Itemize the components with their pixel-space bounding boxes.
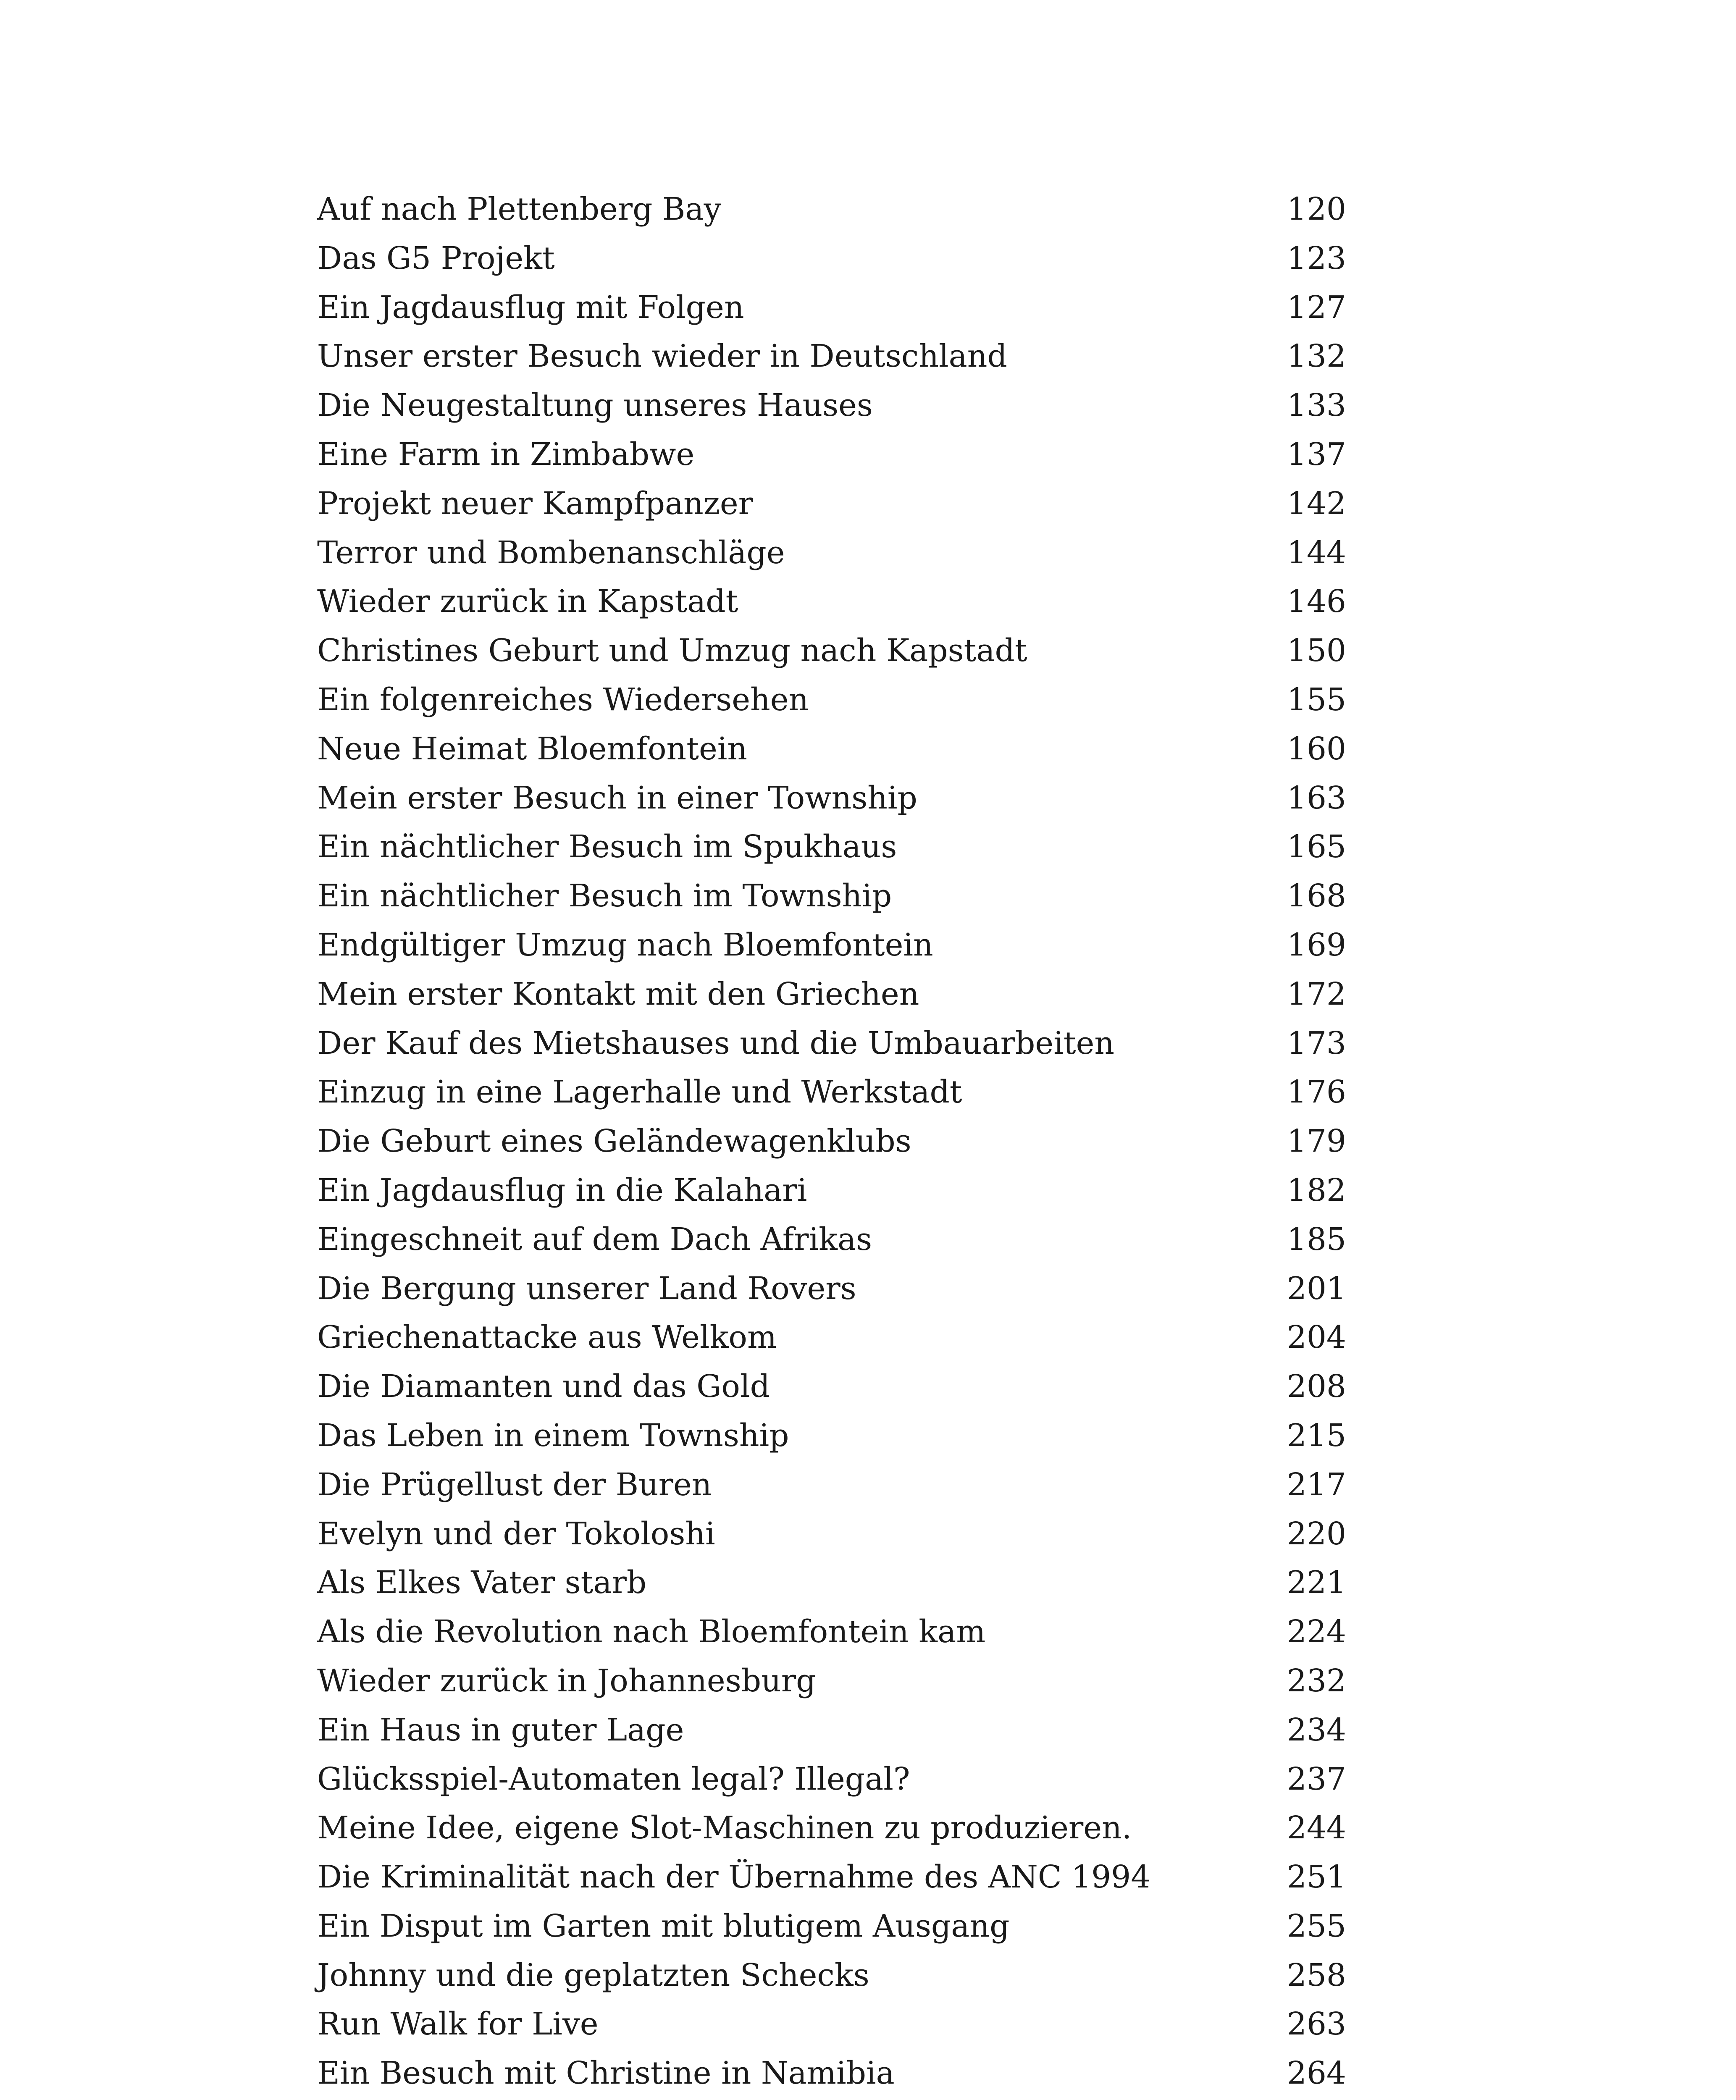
- toc-entry-title: Ein folgenreiches Wiedersehen: [317, 681, 809, 718]
- toc-entry-title: Evelyn und der Tokoloshi: [317, 1515, 715, 1552]
- toc-entry: [317, 1025, 1346, 1074]
- toc-entry-title: Mein erster Besuch in einer Township: [317, 780, 917, 816]
- toc-entry-page: 123: [1287, 240, 1346, 276]
- toc-entry: [317, 387, 1346, 436]
- toc-entry-page: 173: [1287, 1025, 1346, 1061]
- toc-entry: [317, 1761, 1346, 1810]
- toc-entry-title: Run Walk for Live: [317, 2006, 599, 2042]
- toc-entry-page: 137: [1287, 436, 1346, 472]
- toc-entry: [317, 731, 1346, 780]
- toc-entry: [317, 338, 1346, 387]
- toc-entry-title: Das Leben in einem Township: [317, 1417, 789, 1454]
- toc-entry-title: Wieder zurück in Johannesburg: [317, 1662, 816, 1699]
- toc-entry-title: Endgültiger Umzug nach Bloemfontein: [317, 927, 933, 963]
- toc-entry-title: Meine Idee, eigene Slot-Maschinen zu produzieren.: [317, 1810, 1132, 1846]
- toc-entry: [317, 1516, 1346, 1565]
- toc-entry-page: 208: [1287, 1368, 1346, 1405]
- toc-entry-title: Ein Disput im Garten mit blutigem Ausgang: [317, 1908, 1010, 1944]
- toc-entry-title: Unser erster Besuch wieder in Deutschland: [317, 338, 1007, 375]
- toc-entry-title: Eine Farm in Zimbabwe: [317, 436, 695, 472]
- toc-entry-title: Ein Besuch mit Christine in Namibia: [317, 2055, 895, 2092]
- toc-entry-page: 224: [1287, 1614, 1346, 1650]
- toc-entry-title: Die Prügellust der Buren: [317, 1466, 712, 1503]
- toc-entry: [317, 191, 1346, 240]
- toc-entry: [317, 1418, 1346, 1467]
- toc-entry: [317, 1810, 1346, 1859]
- toc-entry-page: 179: [1287, 1123, 1346, 1160]
- toc-entry: [317, 1467, 1346, 1516]
- toc-entry: [317, 1319, 1346, 1368]
- table-of-contents: [317, 191, 1346, 2100]
- toc-entry-title: Die Neugestaltung unseres Hauses: [317, 387, 873, 424]
- toc-entry: [317, 1957, 1346, 2006]
- toc-entry-page: 217: [1287, 1466, 1346, 1503]
- toc-entry-page: 133: [1287, 387, 1346, 424]
- toc-entry: [317, 1123, 1346, 1172]
- toc-entry-page: 221: [1287, 1564, 1346, 1601]
- toc-entry-title: Die Geburt eines Geländewagenklubs: [317, 1123, 911, 1160]
- toc-entry: [317, 583, 1346, 633]
- toc-entry: [317, 2055, 1346, 2100]
- toc-entry-page: 185: [1287, 1221, 1346, 1257]
- toc-entry-page: 237: [1287, 1761, 1346, 1797]
- toc-entry: [317, 1859, 1346, 1908]
- toc-entry-page: 182: [1287, 1172, 1346, 1208]
- toc-entry-page: 165: [1287, 829, 1346, 865]
- toc-entry-page: 201: [1287, 1270, 1346, 1307]
- toc-entry-page: 144: [1287, 534, 1346, 571]
- toc-entry: [317, 1368, 1346, 1418]
- toc-entry-page: 169: [1287, 927, 1346, 963]
- toc-entry: [317, 829, 1346, 878]
- toc-entry-title: Einzug in eine Lagerhalle und Werkstadt: [317, 1074, 962, 1110]
- toc-entry-page: 204: [1287, 1319, 1346, 1356]
- toc-entry-title: Griechenattacke aus Welkom: [317, 1319, 777, 1356]
- toc-entry-title: Ein Jagdausflug mit Folgen: [317, 289, 744, 326]
- toc-entry: [317, 1614, 1346, 1663]
- toc-entry: [317, 1270, 1346, 1320]
- toc-entry-page: 263: [1287, 2006, 1346, 2042]
- toc-entry-page: 146: [1287, 583, 1346, 620]
- toc-entry-title: Mein erster Kontakt mit den Griechen: [317, 976, 919, 1012]
- toc-entry-title: Ein nächtlicher Besuch im Township: [317, 878, 892, 914]
- toc-entry: [317, 2006, 1346, 2055]
- toc-entry-page: 215: [1287, 1417, 1346, 1454]
- toc-entry: [317, 1074, 1346, 1123]
- toc-entry-page: 172: [1287, 976, 1346, 1012]
- toc-entry-title: Wieder zurück in Kapstadt: [317, 583, 738, 620]
- toc-entry-title: Johnny und die geplatzten Schecks: [317, 1957, 869, 1993]
- toc-entry-page: 168: [1287, 878, 1346, 914]
- toc-entry: [317, 1172, 1346, 1221]
- toc-entry: [317, 535, 1346, 584]
- toc-entry-title: Die Kriminalität nach der Übernahme des ANC 1994: [317, 1859, 1151, 1895]
- toc-entry-page: 160: [1287, 730, 1346, 767]
- toc-entry-title: Neue Heimat Bloemfontein: [317, 730, 748, 767]
- toc-entry-page: 232: [1287, 1662, 1346, 1699]
- toc-entry: [317, 878, 1346, 927]
- toc-entry-title: Ein Jagdausflug in die Kalahari: [317, 1172, 807, 1208]
- toc-entry-page: 244: [1287, 1810, 1346, 1846]
- toc-entry-title: Die Diamanten und das Gold: [317, 1368, 770, 1405]
- toc-entry: [317, 1712, 1346, 1761]
- toc-entry-page: 150: [1287, 633, 1346, 669]
- toc-entry-title: Als die Revolution nach Bloemfontein kam: [317, 1614, 986, 1650]
- toc-entry-title: Ein Haus in guter Lage: [317, 1712, 684, 1748]
- toc-entry-page: 264: [1287, 2055, 1346, 2092]
- toc-entry-page: 234: [1287, 1712, 1346, 1748]
- toc-entry-title: Glücksspiel-Automaten legal? Illegal?: [317, 1761, 910, 1797]
- toc-entry-page: 120: [1287, 191, 1346, 227]
- toc-entry: [317, 1908, 1346, 1957]
- toc-entry-title: Das G5 Projekt: [317, 240, 555, 276]
- toc-entry: [317, 240, 1346, 289]
- toc-entry-page: 142: [1287, 485, 1346, 522]
- toc-entry-title: Die Bergung unserer Land Rovers: [317, 1270, 856, 1307]
- toc-entry: [317, 436, 1346, 486]
- toc-entry-page: 176: [1287, 1074, 1346, 1110]
- toc-entry-page: 155: [1287, 681, 1346, 718]
- toc-entry-title: Der Kauf des Mietshauses und die Umbauarbeiten: [317, 1025, 1115, 1061]
- toc-entry: [317, 1663, 1346, 1712]
- toc-entry: [317, 682, 1346, 731]
- toc-entry: [317, 289, 1346, 339]
- toc-entry-page: 127: [1287, 289, 1346, 326]
- toc-entry: [317, 780, 1346, 829]
- toc-entry: [317, 1221, 1346, 1270]
- toc-entry-title: Auf nach Plettenberg Bay: [317, 191, 722, 227]
- toc-entry: [317, 486, 1346, 535]
- toc-entry-title: Terror und Bombenanschläge: [317, 534, 785, 571]
- toc-entry-title: Als Elkes Vater starb: [317, 1564, 647, 1601]
- toc-entry: [317, 927, 1346, 976]
- toc-entry-page: 251: [1287, 1859, 1346, 1895]
- toc-entry-title: Ein nächtlicher Besuch im Spukhaus: [317, 829, 897, 865]
- toc-entry-title: Christines Geburt und Umzug nach Kapstadt: [317, 633, 1027, 669]
- toc-entry-page: 132: [1287, 338, 1346, 375]
- toc-entry-page: 163: [1287, 780, 1346, 816]
- toc-entry-title: Projekt neuer Kampfpanzer: [317, 485, 753, 522]
- toc-entry-title: Eingeschneit auf dem Dach Afrikas: [317, 1221, 872, 1257]
- toc-entry-page: 258: [1287, 1957, 1346, 1993]
- toc-entry-page: 255: [1287, 1908, 1346, 1944]
- toc-entry: [317, 633, 1346, 682]
- toc-entry: [317, 1564, 1346, 1614]
- toc-entry: [317, 976, 1346, 1025]
- toc-entry-page: 220: [1287, 1515, 1346, 1552]
